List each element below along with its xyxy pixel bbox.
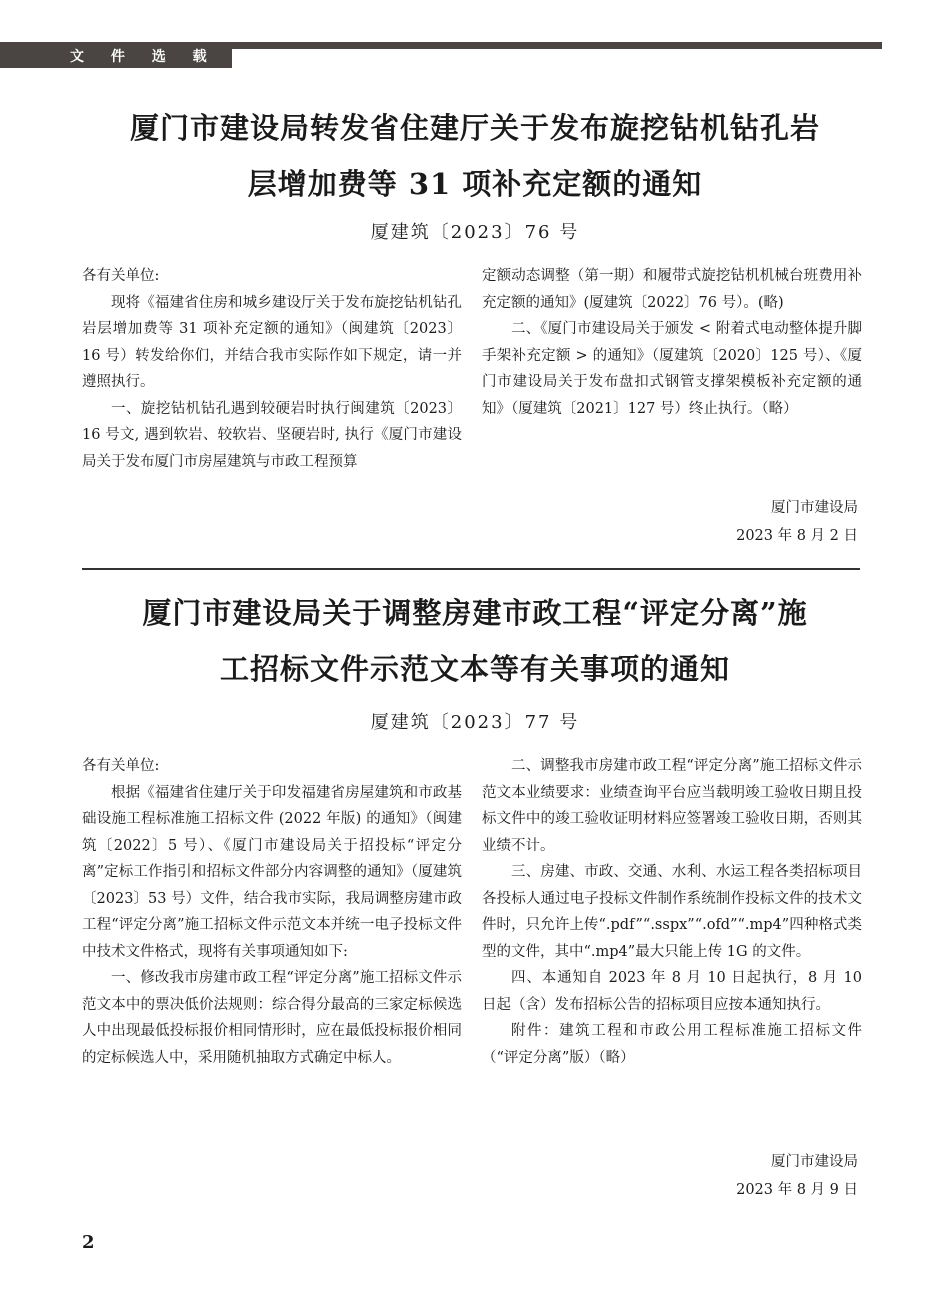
notice2-paragraph: 三、房建、市政、交通、水利、水运工程各类招标项目各投标人通过电子投标文件制作系统制作投标文件的技术文件时，只允许上传“.pdf”“.sspx”“.ofd”“.mp4”四种格式类型的文件，其中“.mp4”最大只能上传 1G 的文件。 xyxy=(482,864,862,960)
notice1-signer: 厦门市建设局 xyxy=(771,500,858,516)
notice2-right-column xyxy=(482,753,862,1071)
notice1-paragraph: 二、《厦门市建设局关于颁发 < 附着式电动整体提升脚手架补充定额 > 的通知》（厦建筑〔2020〕125 号）、《厦门市建设局关于发布盘扣式钢管支撑架模板补充定额的通知》（厦建筑〔2021〕127 号）终止执行。（略） xyxy=(482,321,862,417)
notice2-paragraph: 二、调整我市房建市政工程“评定分离”施工招标文件示范文本业绩要求：业绩查询平台应当载明竣工验收日期且投标文件中的竣工验收证明材料应签署竣工验收日期，否则其业绩不计。 xyxy=(482,758,862,854)
notice2-paragraph: 附件：建筑工程和市政公用工程标准施工招标文件（“评定分离”版）（略） xyxy=(482,1023,862,1066)
notice1-paragraph: 定额动态调整（第一期）和履带式旋挖钻机机械台班费用补充定额的通知》(厦建筑〔2022〕76 号）。(略) xyxy=(482,268,862,311)
notice2-paragraph: 根据《福建省住建厅关于印发福建省房屋建筑和市政基础设施工程标准施工招标文件 (2022 年版) 的通知》（闽建筑〔2022〕5 号）、《厦门市建设局关于招投标“评定分离”定标工作指引和招标文件部分内容调整的通知》（厦建筑〔2023〕53 号）文件，结合我市实际，我局调整房建市政工程“评定分离”施工招标文件示范文本并统一电子投标文件中技术文件格式，现将有关事项通知如下: xyxy=(82,784,462,960)
notice2-salutation: 各有关单位: xyxy=(82,758,160,774)
notice1-left-column xyxy=(82,263,462,475)
notice1-date: 2023 年 8 月 2 日 xyxy=(736,528,858,544)
notice2-doc-number: 厦建筑〔2023〕77 号 xyxy=(370,712,580,733)
notice1-paragraph: 现将《福建省住房和城乡建设厅关于发布旋挖钻机钻孔岩层增加费等 31 项补充定额的通知》（闽建筑〔2023〕16 号）转发给你们，并结合我市实际作如下规定，请一并遵照执行。 xyxy=(82,294,462,390)
notice2-title xyxy=(60,585,890,697)
page-number: 2 xyxy=(82,1232,95,1253)
section-tag: 文 件 选 载 xyxy=(0,46,232,68)
notice1-signature xyxy=(736,494,858,550)
notice1-title xyxy=(60,100,890,212)
notice1-title-line1: 厦门市建设局转发省住建厅关于发布旋挖钻机钻孔岩 xyxy=(129,111,820,145)
notice2-date: 2023 年 8 月 9 日 xyxy=(736,1182,858,1198)
notice1-paragraph: 一、旋挖钻机钻孔遇到较硬岩时执行闽建筑〔2023〕16 号文, 遇到软岩、较软岩、坚硬岩时, 执行《厦门市建设局关于发布厦门市房屋建筑与市政工程预算 xyxy=(82,400,462,470)
notice2-signature xyxy=(736,1148,858,1204)
notice1-right-column xyxy=(482,263,862,422)
notice1-doc-number: 厦建筑〔2023〕76 号 xyxy=(370,222,580,243)
notice2-title-line1: 厦门市建设局关于调整房建市政工程“评定分离”施 xyxy=(142,596,808,630)
notice2-title-line2: 工招标文件示范文本等有关事项的通知 xyxy=(219,652,730,686)
section-divider xyxy=(82,568,860,570)
notice2-paragraph: 四、本通知自 2023 年 8 月 10 日起执行，8 月 10 日起（含）发布招标公告的招标项目应按本通知执行。 xyxy=(482,970,862,1013)
notice1-salutation: 各有关单位: xyxy=(82,268,160,284)
notice2-left-column xyxy=(82,753,462,1071)
notice2-paragraph: 一、修改我市房建市政工程“评定分离”施工招标文件示范文本中的票决低价法规则：综合得分最高的三家定标候选人中出现最低投标报价相同情形时，应在最低投标报价相同的定标候选人中，采用随机抽取方式确定中标人。 xyxy=(82,970,462,1066)
notice2-signer: 厦门市建设局 xyxy=(771,1154,858,1170)
notice1-title-line2: 层增加费等 31 项补充定额的通知 xyxy=(247,167,703,201)
